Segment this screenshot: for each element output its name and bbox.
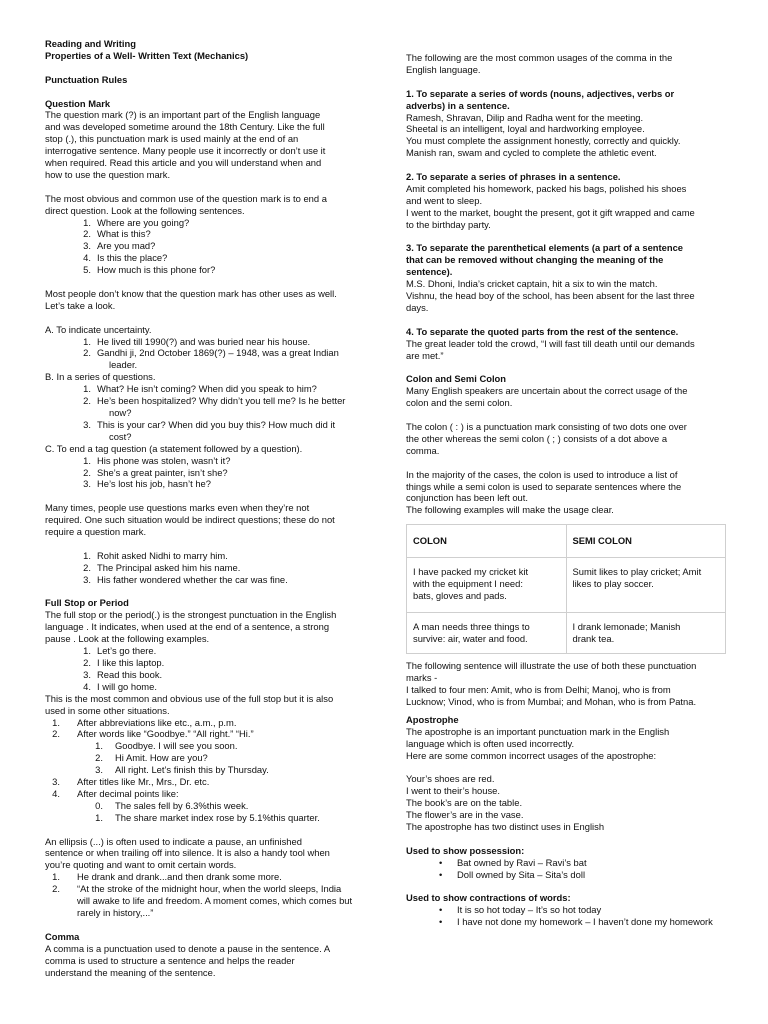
list-item: 2. Gandhi ji, 2nd October 1869(?) – 1948, was a great Indian leader. bbox=[83, 347, 339, 371]
paragraph: M.S. Dhoni, India’s cricket captain, hit a six to win the match. Vishnu, the head boy of the school, has been absent for the last three days. bbox=[406, 278, 695, 313]
table-cell: A man needs three things to survive: air, water and food. bbox=[407, 613, 567, 654]
bullet-icon: • bbox=[439, 916, 443, 928]
colon-semicolon-table bbox=[406, 524, 726, 654]
paragraph: An ellipsis (...) is often used to indicate a pause, an unfinished sentence or when trailing off into silence. It is also a handy tool when you’re quoting and want to omit certain words. bbox=[45, 835, 330, 871]
question-mark-intro: The question mark (?) is an important part of the English language and was developed sometime around the 18th Century. Like the full stop (.), this punctuation mark is used mainly at the end of an interrogative sentence. Many people use it incorrectly or don’t use it when required. Read this article and you will understand when and how to use the question mark. bbox=[45, 109, 326, 180]
section-heading-comma: Comma bbox=[45, 930, 80, 942]
list-item: 4. I will go home. bbox=[83, 680, 157, 692]
list-item: 2. “At the stroke of the midnight hour, when the world sleeps, India will awake to life and freedom. A moment comes, which comes but rarely in history,...” bbox=[52, 883, 353, 919]
list-item: 1. The share market index rose by 5.1%this quarter. bbox=[95, 811, 320, 823]
table-row bbox=[407, 558, 726, 613]
table-header-row bbox=[407, 525, 726, 558]
paragraph: The most obvious and common use of the question mark is to end a direct question. Look at the following sentences. bbox=[45, 192, 327, 216]
comma-rule-2-heading: 2. To separate a series of phrases in a sentence. bbox=[406, 171, 621, 183]
list-item: 2. The Principal asked him his name. bbox=[83, 561, 241, 573]
paragraph: A comma is a punctuation used to denote a pause in the sentence. A comma is used to structure a sentence and helps the reader understand the meaning of the sentence. bbox=[45, 942, 331, 978]
paragraph: Most people don’t know that the question mark has other uses as well. Let’s take a look. bbox=[45, 287, 337, 311]
bullet-icon: • bbox=[439, 904, 443, 916]
paragraph: This is the most common and obvious use of the full stop but it is also used in some other situations. bbox=[45, 692, 334, 716]
comma-rule-1-heading: 1. To separate a series of words (nouns, adjectives, verbs or adverbs) in a sentence. bbox=[406, 87, 675, 111]
bullet-icon: • bbox=[439, 868, 443, 880]
list-item: 3. His father wondered whether the car was fine. bbox=[83, 573, 288, 585]
list-item: 3. All right. Let’s finish this by Thursday. bbox=[95, 764, 269, 776]
comma-rule-4-heading: 4. To separate the quoted parts from the rest of the sentence. bbox=[406, 325, 679, 337]
table-row bbox=[407, 613, 726, 654]
right-column bbox=[406, 52, 728, 928]
list-item: 1. After abbreviations like etc., a.m., p.m. bbox=[52, 716, 237, 728]
comma-rule-3-heading: 3. To separate the parenthetical elements (a part of a sentence that can be removed without changing the meaning of the sentence). bbox=[406, 242, 684, 278]
paragraph: The apostrophe is an important punctuation mark in the English language which is often used incorrectly. Here are some common incorrect usages of the apostrophe: bbox=[406, 725, 670, 761]
left-column bbox=[45, 38, 365, 978]
list-item: 3. This is your car? When did you buy this? How much did it cost? bbox=[83, 418, 336, 442]
section-heading-punctuation-rules: Punctuation Rules bbox=[45, 73, 128, 85]
paragraph: Your’s shoes are red. I went to their’s house. The book’s are on the table. The flower’s are in the vase. The apostrophe has two distinct uses in English bbox=[406, 773, 605, 832]
list-item: • Doll owned by Sita – Sita’s doll bbox=[406, 869, 728, 881]
bullet-icon: • bbox=[439, 856, 443, 868]
list-item: 1. He lived till 1990(?) and was buried near his house. bbox=[83, 335, 311, 347]
list-item: 2. Hi Amit. How are you? bbox=[95, 752, 208, 764]
paragraph: In the majority of the cases, the colon is used to introduce a list of things while a semi colon is used to separate sentences where the conjunction has been left out. The following examples will make the usage clear. bbox=[406, 468, 682, 516]
paragraph: The full stop or the period(.) is the strongest punctuation in the English language . It indicates, when used at the end of a sentence, a strong pause . Look at the following examples. bbox=[45, 609, 337, 645]
doc-subtitle: Properties of a Well- Written Text (Mechanics) bbox=[45, 49, 249, 61]
list-item: 1. His phone was stolen, wasn’t it? bbox=[83, 454, 231, 466]
list-item: 4. After decimal points like: bbox=[52, 787, 179, 799]
list-item: 1. Goodbye. I will see you soon. bbox=[95, 740, 238, 752]
doc-title: Reading and Writing bbox=[45, 38, 136, 49]
paragraph: Ramesh, Shravan, Dilip and Radha went for the meeting. Sheetal is an intelligent, loyal and hardworking employee. You must complete the assignment honestly, correctly and quickly. Manish ran, swam and cycled to complete the athletic event. bbox=[406, 111, 681, 159]
paragraph: The following are the most common usages of the comma in the English language. bbox=[406, 52, 673, 75]
question-examples-list bbox=[45, 217, 365, 277]
list-item: 3. After titles like Mr., Mrs., Dr. etc. bbox=[52, 776, 210, 788]
list-item: • I have not done my homework – I haven’t done my homework bbox=[406, 916, 728, 928]
sub-label-c: C. To end a tag question (a statement followed by a question). bbox=[45, 442, 303, 454]
list-item: • Bat owned by Ravi – Ravi’s bat bbox=[406, 857, 728, 869]
paragraph: The great leader told the crowd, “I will fast till death until our demands are met.” bbox=[406, 337, 695, 361]
table-cell: I have packed my cricket kit with the equipment I need: bats, gloves and pads. bbox=[407, 558, 567, 613]
list-item: 2. What is this? bbox=[83, 228, 151, 240]
list-item: 2. She’s a great painter, isn’t she? bbox=[83, 466, 228, 478]
table-header-colon: COLON bbox=[407, 525, 567, 558]
list-item: 1. What? He isn’t coming? When did you speak to him? bbox=[83, 383, 317, 395]
paragraph: The colon ( : ) is a punctuation mark consisting of two dots one over the other whereas the semi colon ( ; ) consists of a dot above a comma. bbox=[406, 421, 687, 456]
list-item: 3. Are you mad? bbox=[83, 240, 156, 252]
list-item: 4. Is this the place? bbox=[83, 252, 168, 264]
paragraph: Many English speakers are uncertain about the correct usage of the colon and the semi colon. bbox=[406, 385, 688, 409]
section-heading-apostrophe: Apostrophe bbox=[406, 713, 459, 725]
list-item: 1. Rohit asked Nidhi to marry him. bbox=[83, 549, 228, 561]
list-item: 1. He drank and drank...and then drank some more. bbox=[52, 871, 282, 883]
list-item: 0. The sales fell by 6.3%this week. bbox=[95, 799, 249, 811]
contractions-heading: Used to show contractions of words: bbox=[406, 892, 571, 904]
list-item: • It is so hot today – It’s so hot today bbox=[406, 904, 728, 916]
list-item: 2. I like this laptop. bbox=[83, 657, 165, 668]
sub-label-b: B. In a series of questions. bbox=[45, 371, 156, 383]
list-item: 3. He’s lost his job, hasn’t he? bbox=[83, 478, 211, 490]
list-item: 2. He’s been hospitalized? Why didn’t you tell me? Is he better now? bbox=[83, 395, 346, 419]
possession-heading: Used to show possession: bbox=[406, 844, 525, 856]
list-item: 1. Where are you going? bbox=[83, 216, 190, 228]
list-item: 3. Read this book. bbox=[83, 668, 163, 680]
paragraph: Many times, people use questions marks even when they’re not required. One such situation would be indirect questions; these do not require a question mark. bbox=[45, 502, 335, 538]
sub-label-a: A. To indicate uncertainty. bbox=[45, 323, 152, 335]
list-item: 1. Let’s go there. bbox=[83, 645, 157, 657]
section-heading-colon: Colon and Semi Colon bbox=[406, 373, 506, 385]
paragraph: Amit completed his homework, packed his bags, polished his shoes and went to sleep. I went to the market, bought the present, got it gift wrapped and came to the birthday party. bbox=[406, 182, 695, 230]
section-heading-full-stop: Full Stop or Period bbox=[45, 597, 129, 609]
table-header-semicolon: SEMI COLON bbox=[566, 525, 726, 558]
table-cell: I drank lemonade; Manish drank tea. bbox=[566, 613, 726, 654]
list-item: 2. After words like “Goodbye.” “All right.” “Hi.” bbox=[52, 728, 254, 740]
section-heading-question-mark: Question Mark bbox=[45, 97, 111, 109]
list-item: 5. How much is this phone for? bbox=[83, 264, 216, 276]
table-cell: Sumit likes to play cricket; Amit likes to play soccer. bbox=[566, 558, 726, 613]
paragraph: The following sentence will illustrate the use of both these punctuation marks - I talked to four men: Amit, who is from Delhi; Manoj, who is from Lucknow; Vinod, who is from Mumbai; and Mohan, who is from Patna. bbox=[406, 660, 697, 707]
